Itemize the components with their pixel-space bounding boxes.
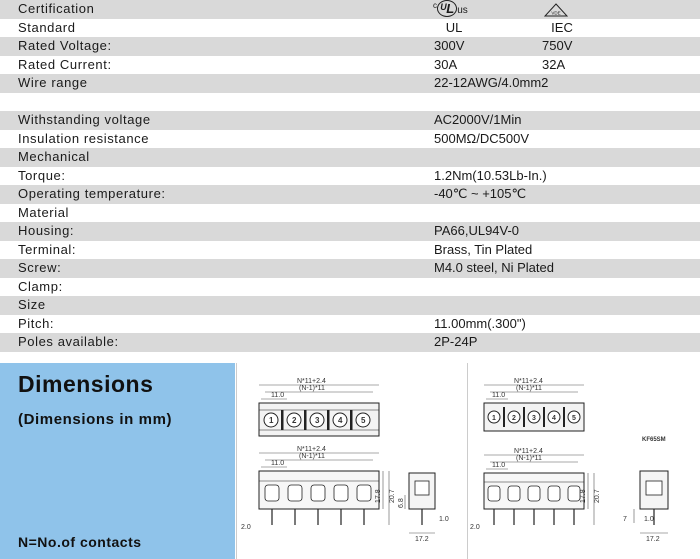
dim-top-total: N*11+2.4 — [297, 378, 326, 385]
row-label: Rated Voltage: — [18, 38, 112, 53]
pos-label: 4 — [552, 415, 556, 422]
row-insulation-resistance — [0, 130, 700, 149]
dim-front-total: N*11+2.4 — [514, 448, 543, 455]
row-value-ul: 300V — [434, 38, 465, 53]
pos-label: 5 — [361, 416, 366, 425]
row-label: Insulation resistance — [18, 130, 150, 146]
row-label: Withstanding voltage — [18, 112, 151, 127]
row-label: Operating temperature: — [18, 186, 166, 201]
row-value: AC2000V/1Min — [434, 112, 522, 127]
row-label: Rated Current: — [18, 56, 112, 72]
pos-label: 1 — [492, 415, 496, 422]
row-terminal — [0, 241, 700, 260]
side-depth: 17.2 — [415, 536, 429, 543]
row-withstanding-voltage — [0, 111, 700, 130]
row-label: Clamp: — [18, 278, 63, 294]
dimensions-subtitle: (Dimensions in mm) — [18, 411, 173, 428]
dim-h1: 17.8 — [580, 489, 587, 503]
dim-front-single: 11.0 — [492, 462, 506, 469]
pos-label: 5 — [572, 415, 576, 422]
drawing-right — [467, 363, 700, 559]
dim-top-total: N*11+2.4 — [514, 378, 543, 385]
row-standard — [0, 19, 700, 38]
row-certification — [0, 0, 700, 19]
row-value-iec: IEC — [551, 19, 573, 35]
row-torque — [0, 167, 700, 186]
row-value: PA66,UL94V-0 — [434, 223, 520, 238]
row-mechanical — [0, 148, 700, 167]
side-width: 1.0 — [439, 516, 449, 523]
row-material — [0, 204, 700, 223]
dimensions-panel — [0, 363, 235, 559]
pos-label: 4 — [338, 416, 343, 425]
pins — [272, 509, 364, 525]
row-housing — [0, 222, 700, 241]
row-label: Certification — [18, 1, 95, 16]
row-poles-available — [0, 333, 700, 352]
pos-label: 3 — [315, 416, 320, 425]
dim-front-pitch: (N-1)*11 — [516, 455, 542, 462]
model-label: KF65SM — [642, 437, 666, 443]
terminal-block-drawing — [237, 363, 467, 559]
row-label: Pitch: — [18, 315, 55, 331]
row-value: 2P-24P — [434, 334, 478, 349]
dim-front-single: 11.0 — [271, 460, 285, 467]
row-label: Housing: — [18, 223, 75, 238]
side-depth: 17.2 — [646, 536, 660, 543]
row-label: Size — [18, 297, 46, 312]
dim-front-pitch: (N-1)*11 — [299, 453, 325, 460]
dim-top-pitch: (N-1)*11 — [299, 385, 325, 392]
dim-top-pitch: (N-1)*11 — [516, 385, 542, 392]
pos-label: 2 — [292, 416, 297, 425]
row-label: Standard — [18, 19, 76, 35]
ul-logo: $^c$ ᵁL us — [433, 1, 468, 16]
row-value: -40℃ ~ +105℃ — [434, 186, 527, 201]
row-value-iec: 32A — [542, 56, 566, 72]
row-screw — [0, 259, 700, 278]
row-spacer — [0, 93, 700, 112]
row-clamp — [0, 278, 700, 297]
row-value: 500MΩ/DC500V — [434, 130, 529, 146]
pos-label: 2 — [512, 415, 516, 422]
dimensions-title: Dimensions — [18, 371, 154, 397]
row-operating-temperature — [0, 185, 700, 204]
dim-front-total: N*11+2.4 — [297, 446, 326, 453]
row-pitch — [0, 315, 700, 334]
row-label: Poles available: — [18, 334, 119, 349]
row-value: 11.00mm(.300") — [434, 315, 526, 331]
dim-pin: 2.0 — [241, 524, 251, 531]
row-value: Brass, Tin Plated — [434, 241, 533, 257]
row-label: Wire range — [18, 75, 88, 90]
row-wire-range — [0, 74, 700, 93]
terminal-block-drawing — [468, 363, 700, 559]
side-height: 6.8 — [398, 498, 405, 508]
dim-h2: 20.7 — [389, 489, 396, 503]
drawing-left — [236, 363, 466, 559]
svg-text:VDE: VDE — [551, 10, 561, 16]
row-value: M4.0 steel, Ni Plated — [434, 260, 554, 275]
row-value: 1.2Nm(10.53Lb-In.) — [434, 167, 547, 183]
row-value-ul: UL — [445, 19, 463, 35]
side-width: 1.0 — [644, 516, 654, 523]
row-value: 22-12AWG/4.0mm2 — [434, 75, 549, 90]
row-label: Terminal: — [18, 241, 77, 257]
side-height: 7 — [623, 516, 627, 523]
row-label: Torque: — [18, 167, 66, 183]
row-rated-current — [0, 56, 700, 75]
pins — [494, 509, 574, 525]
dim-h1: 17.8 — [375, 489, 382, 503]
row-size — [0, 296, 700, 315]
row-label: Material — [18, 204, 70, 220]
pos-label: 3 — [532, 415, 536, 422]
pos-label: 1 — [269, 416, 274, 425]
dim-top-single: 11.0 — [492, 392, 506, 399]
contacts-footnote: N=No.of contacts — [18, 534, 142, 550]
row-label: Mechanical — [18, 149, 90, 164]
dim-top-single: 11.0 — [271, 392, 285, 399]
row-value-ul: 30A — [434, 56, 458, 72]
dim-h2: 20.7 — [594, 489, 601, 503]
dim-pin: 2.0 — [470, 524, 480, 531]
row-label: Screw: — [18, 260, 62, 275]
row-rated-voltage — [0, 37, 700, 56]
row-value-iec: 750V — [542, 38, 573, 53]
